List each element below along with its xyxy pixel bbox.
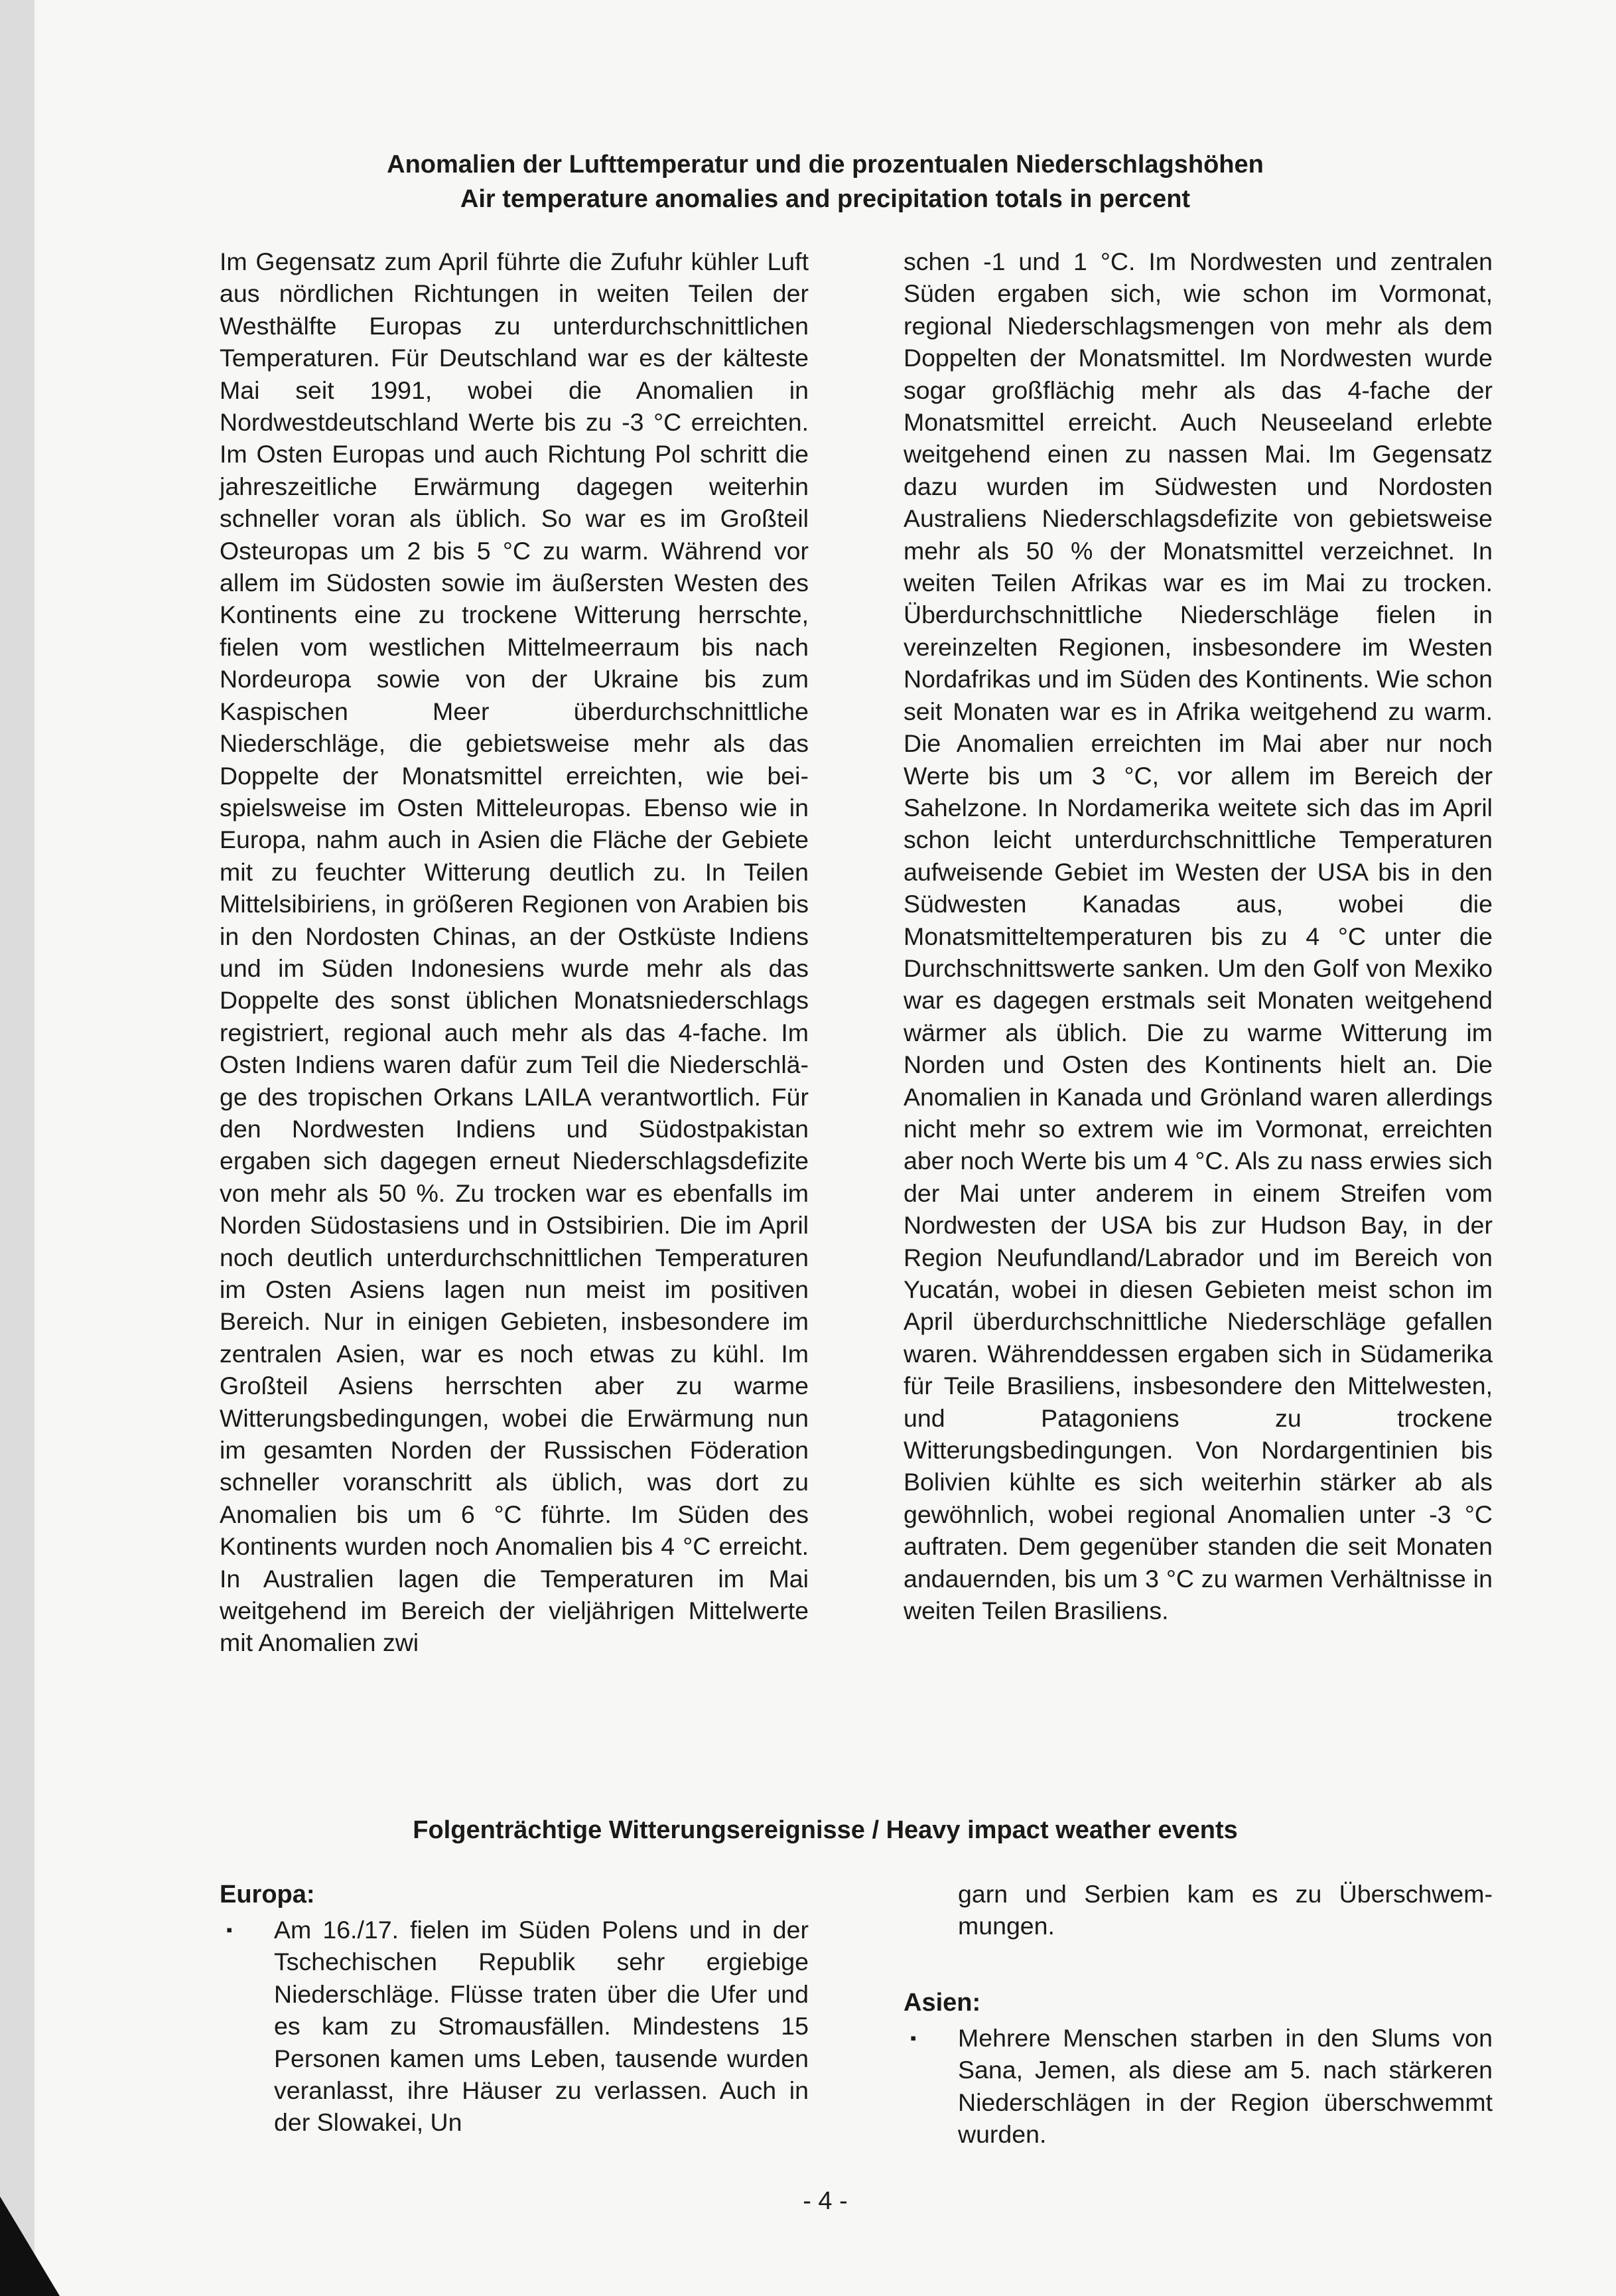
events-right-column: [904, 1878, 1493, 2150]
title-english: Air temperature anomalies and precipitation totals in percent: [460, 185, 1191, 213]
title-german: Anomalien der Lufttemperatur und die prozentualen Niederschlagshöhen: [387, 151, 1264, 179]
event-item-asia: [904, 2022, 1493, 2151]
region-label-asia: Asien:: [904, 1988, 981, 2017]
body-left-column: Im Gegensatz zum April führte die Zufuhr kühler Luft aus nördlichen Richtungen in weiten Teilen der Westhälfte Europas zu unterdurchschnittlichen Temperaturen. Für Deutschland war es der kälteste Mai seit 1991, wobei die Anomalien in Nordwestdeutschland Werte bis zu -3 °C erreichten. Im Osten Europas und auch Richtung Pol schritt die jahreszeitliche Erwärmung dagegen weiterhin schneller voran als üblich. So war es im Großteil Osteuropas um 2 bis 5 °C zu warm. Während vor allem im Südosten sowie im äußersten Westen des Kontinents eine zu trockene Witterung herrschte, fielen vom westlichen Mittelmeerraum bis nach Nordeuropa sowie von der Ukraine bis zum Kaspischen Meer überdurchschnittliche Niederschläge, die gebietsweise mehr als das Doppelte der Monatsmittel erreichten, wie beispielsweise im Osten Mitteleuropas. Ebenso wie in Europa, nahm auch in Asien die Fläche der Gebiete mit zu feuchter Witterung deutlich zu. In Teilen Mittelsibiriens, in größeren Regionen von Arabien bis in den Nordosten Chinas, an der Ostküste Indiens und im Süden Indonesiens wurde mehr als das Doppelte des sonst üblichen Monatsniederschlags registriert, regional auch mehr als das 4-fache. Im Osten Indiens waren dafür zum Teil die Niederschläge des tropischen Orkans LAILA verantwortlich. Für den Nordwesten Indiens und Südostpakistan ergaben sich dagegen erneut Niederschlagsdefizite von mehr als 50 %. Zu trocken war es ebenfalls im Norden Südostasiens und in Ostsibirien. Die im April noch deutlich unterdurchschnittlichen Temperaturen im Osten Asiens lagen nun meist im positiven Bereich. Nur in einigen Gebieten, insbesondere im zentralen Asien, war es noch etwas zu kühl. Im Großteil Asiens herrschten aber zu warme Witterungsbedingungen, wobei die Erwärmung nun im gesamten Norden der Russischen Föderation schneller voranschritt als üblich, was dort zu Anomalien bis um 6 °C führte. Im Süden des Kontinents wurden noch Anomalien bis 4 °C erreicht. In Australien lagen die Temperaturen im Mai weitgehend im Bereich der vieljährigen Mittelwerte mit Anomalien zwi: [220, 248, 809, 1657]
page-number: - 4 -: [803, 2187, 848, 2215]
events-left-column: [220, 1878, 809, 2139]
event-item-europe: [220, 1914, 809, 2139]
body-right-column: schen -1 und 1 °C. Im Nordwesten und zentralen Süden ergaben sich, wie schon im Vormonat, regional Niederschlagsmengen von mehr als dem Doppelten der Monatsmittel. Im Nordwesten wurde sogar großflächig mehr als das 4-fache der Monatsmittel erreicht. Auch Neuseeland erlebte weitgehend einen zu nassen Mai. Im Gegensatz dazu wurden im Südwesten und Nordosten Australiens Niederschlagsdefizite von gebietsweise mehr als 50 % der Monatsmittel verzeichnet. In weiten Teilen Afrikas war es im Mai zu trocken. Überdurchschnittliche Niederschläge fielen in vereinzelten Regionen, insbesondere im Westen Nordafrikas und im Süden des Kontinents. Wie schon seit Monaten war es in Afrika weitgehend zu warm. Die Anomalien erreichten im Mai aber nur noch Werte bis um 3 °C, vor allem im Bereich der Sahelzone. In Nordamerika weitete sich das im April schon leicht unterdurchschnittliche Temperaturen aufweisende Gebiet im Westen der USA bis in den Südwesten Kanadas aus, wobei die Monatsmitteltemperaturen bis zu 4 °C unter die Durchschnittswerte sanken. Um den Golf von Mexiko war es dagegen erstmals seit Monaten weitgehend wärmer als üblich. Die zu warme Witterung im Norden und Osten des Kontinents hielt an. Die Anomalien in Kanada und Grönland waren allerdings nicht mehr so extrem wie im Vormonat, erreichten aber noch Werte bis um 4 °C. Als zu nass erwies sich der Mai unter anderem in einem Streifen vom Nordwesten der USA bis zur Hudson Bay, in der Region Neufundland/Labrador und im Bereich von Yucatán, wobei in diesen Gebieten meist schon im April überdurchschnittliche Niederschläge gefallen waren. Währenddessen ergaben sich in Südamerika für Teile Brasiliens, insbesondere den Mittelwesten, und Patagoniens zu trockene Witterungsbedingungen. Von Nordargentinien bis Bolivien kühlte es sich weiterhin stärker ab als gewöhnlich, wobei regional Anomalien unter -3 °C auftraten. Dem gegenüber standen die seit Monaten andauernden, bis um 3 °C zu warmen Verhältnisse in weiten Teilen Brasiliens.: [904, 248, 1493, 1625]
event-text-asia: Mehrere Menschen starben in den Slums von Sana, Jemen, als diese am 5. nach stärkeren Niederschlägen in der Region überschwemmt wurden.: [958, 2023, 1493, 2149]
event-text-europe-part2: garn und Serbien kam es zu Überschwemmungen.: [958, 1880, 1493, 1940]
region-label-europe: Europa:: [220, 1881, 315, 1908]
events-heading: Folgenträchtige Witterungsereignisse / Heavy impact weather events: [413, 1816, 1238, 1844]
bullet-icon: ▪: [226, 1920, 233, 1940]
bullet-icon: ▪: [910, 2027, 917, 2048]
event-text-europe-part1: Am 16./17. fielen im Süden Polens und in der Tschechischen Republik sehr ergiebige Niederschläge. Flüsse traten über die Ufer und es kam zu Stromausfällen. Mindestens 15 Personen kamen ums Leben, tausende wurden veranlasst, ihre Häuser zu verlassen. Auch in der Slowakei, Un: [274, 1916, 809, 2137]
page-title: [34, 147, 1616, 216]
